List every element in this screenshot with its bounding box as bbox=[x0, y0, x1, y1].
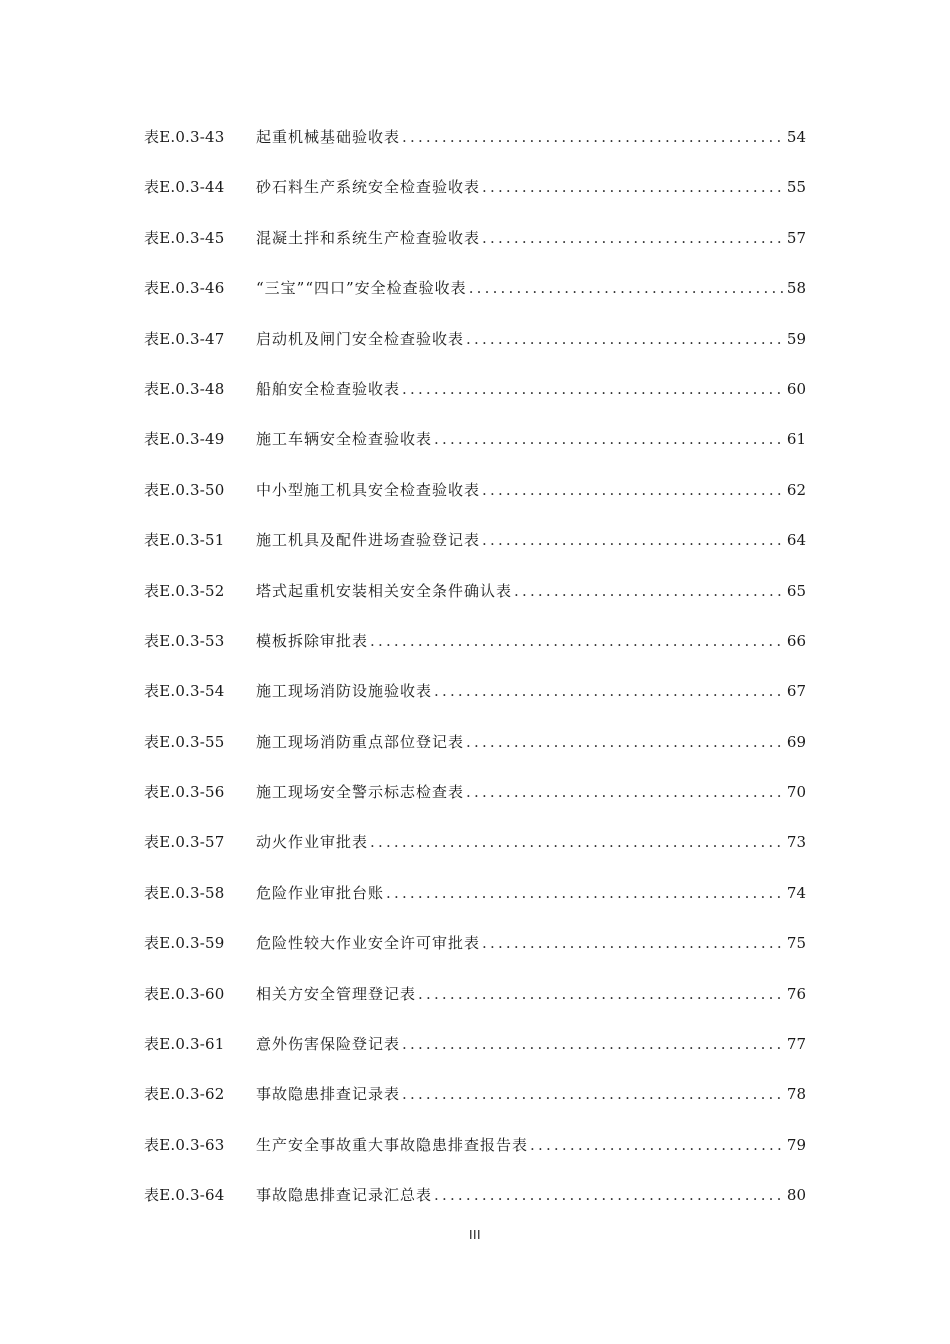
dot-leader bbox=[434, 426, 785, 452]
dot-leader bbox=[418, 981, 785, 1007]
toc-entry[interactable] bbox=[144, 628, 806, 678]
toc-entry-code: 表E.0.3-45 bbox=[144, 228, 225, 247]
toc-entry-page: 78 bbox=[786, 1085, 806, 1104]
toc-entry-page: 76 bbox=[786, 984, 806, 1003]
toc-entry-code: 表E.0.3-46 bbox=[144, 279, 225, 298]
toc-entry-page: 75 bbox=[786, 934, 806, 953]
toc-entry[interactable] bbox=[144, 225, 806, 275]
toc-entry[interactable] bbox=[144, 578, 806, 628]
toc-entry-code: 表E.0.3-43 bbox=[144, 128, 225, 146]
toc-entry[interactable] bbox=[144, 326, 806, 376]
toc-entry-title: 模板拆除审批表 bbox=[256, 631, 369, 650]
toc-entry[interactable] bbox=[144, 1182, 806, 1232]
toc-entry[interactable] bbox=[144, 1081, 806, 1131]
page-number: III bbox=[468, 1228, 482, 1242]
toc-entry[interactable] bbox=[144, 275, 806, 325]
toc-entry-code: 表E.0.3-44 bbox=[144, 178, 225, 197]
toc-entry[interactable] bbox=[144, 477, 806, 527]
toc-entry-code: 表E.0.3-55 bbox=[144, 732, 225, 751]
toc-entry-page: 64 bbox=[786, 531, 806, 550]
toc-entry-page: 60 bbox=[786, 379, 806, 398]
toc-entry-title: 混凝土拌和系统生产检查验收表 bbox=[256, 228, 481, 247]
dot-leader bbox=[482, 174, 785, 200]
dot-leader bbox=[514, 578, 785, 604]
toc-entry-code: 表E.0.3-59 bbox=[144, 934, 225, 953]
toc-entry-title: 启动机及闸门安全检查验收表 bbox=[256, 329, 465, 348]
toc-entry-code: 表E.0.3-64 bbox=[144, 1186, 225, 1205]
toc-entry-title: 砂石料生产系统安全检查验收表 bbox=[256, 178, 481, 197]
toc-entry-page: 66 bbox=[786, 631, 806, 650]
toc-entry-code: 表E.0.3-48 bbox=[144, 379, 225, 398]
toc-entry-code: 表E.0.3-62 bbox=[144, 1085, 225, 1104]
dot-leader bbox=[370, 829, 785, 855]
toc-entry-code: 表E.0.3-54 bbox=[144, 682, 225, 701]
toc-entry-code: 表E.0.3-53 bbox=[144, 631, 225, 650]
toc-entry[interactable] bbox=[144, 729, 806, 779]
toc-entry-title: 施工现场消防重点部位登记表 bbox=[256, 732, 465, 751]
toc-entry-page: 74 bbox=[786, 883, 806, 902]
toc-entry[interactable] bbox=[144, 1031, 806, 1081]
toc-entry[interactable] bbox=[144, 880, 806, 930]
toc-entry-title: 生产安全事故重大事故隐患排查报告表 bbox=[256, 1135, 529, 1154]
toc-entry-code: 表E.0.3-61 bbox=[144, 1035, 225, 1054]
toc-entry[interactable] bbox=[144, 930, 806, 980]
dot-leader bbox=[482, 930, 785, 956]
dot-leader bbox=[482, 527, 785, 553]
dot-leader bbox=[469, 275, 785, 301]
toc-entry-title: 施工现场消防设施验收表 bbox=[256, 682, 433, 701]
toc-entry[interactable] bbox=[144, 124, 806, 174]
toc-entry-page: 58 bbox=[786, 279, 806, 298]
toc-entry-code: 表E.0.3-63 bbox=[144, 1135, 225, 1154]
toc-entry-code: 表E.0.3-56 bbox=[144, 783, 225, 802]
toc-entry-title: 起重机械基础验收表 bbox=[256, 128, 401, 146]
toc-entry[interactable] bbox=[144, 678, 806, 728]
toc-entry-title: 意外伤害保险登记表 bbox=[256, 1035, 401, 1054]
toc-entry[interactable] bbox=[144, 829, 806, 879]
toc-entry-page: 73 bbox=[786, 833, 806, 852]
toc-entry-code: 表E.0.3-58 bbox=[144, 883, 225, 902]
toc-entry-page: 57 bbox=[786, 228, 806, 247]
dot-leader bbox=[402, 124, 785, 150]
toc-entry-code: 表E.0.3-60 bbox=[144, 984, 225, 1003]
toc-entry-page: 62 bbox=[786, 480, 806, 499]
toc-entry[interactable] bbox=[144, 174, 806, 224]
toc-entry-page: 67 bbox=[786, 682, 806, 701]
toc-entry[interactable] bbox=[144, 376, 806, 426]
toc-entry-code: 表E.0.3-50 bbox=[144, 480, 225, 499]
dot-leader bbox=[434, 1182, 785, 1208]
toc-entry-page: 77 bbox=[786, 1035, 806, 1054]
toc-entry-page: 70 bbox=[786, 783, 806, 802]
toc-entry-title: 施工现场安全警示标志检查表 bbox=[256, 783, 465, 802]
toc-entry[interactable] bbox=[144, 426, 806, 476]
dot-leader bbox=[370, 628, 785, 654]
table-of-contents bbox=[144, 124, 806, 1233]
dot-leader bbox=[466, 729, 785, 755]
dot-leader bbox=[402, 376, 785, 402]
toc-entry-title: 事故隐患排查记录表 bbox=[256, 1085, 401, 1104]
toc-entry[interactable] bbox=[144, 527, 806, 577]
dot-leader bbox=[434, 678, 785, 704]
dot-leader bbox=[482, 477, 785, 503]
dot-leader bbox=[466, 779, 785, 805]
toc-entry-title: 事故隐患排查记录汇总表 bbox=[256, 1186, 433, 1205]
toc-entry-page: 61 bbox=[786, 430, 806, 449]
toc-entry-title: 动火作业审批表 bbox=[256, 833, 369, 852]
toc-entry-page: 80 bbox=[786, 1186, 806, 1205]
dot-leader bbox=[466, 326, 785, 352]
toc-entry-title: 施工车辆安全检查验收表 bbox=[256, 430, 433, 449]
toc-entry-page: 65 bbox=[786, 581, 806, 600]
toc-entry-title: “三宝”“四口”安全检查验收表 bbox=[256, 279, 467, 298]
dot-leader bbox=[482, 225, 785, 251]
dot-leader bbox=[530, 1132, 785, 1158]
toc-entry[interactable] bbox=[144, 1132, 806, 1182]
toc-entry[interactable] bbox=[144, 981, 806, 1031]
toc-entry-code: 表E.0.3-57 bbox=[144, 833, 225, 852]
toc-entry-title: 危险作业审批台账 bbox=[256, 883, 385, 902]
toc-entry-code: 表E.0.3-51 bbox=[144, 531, 225, 550]
toc-entry-page: 54 bbox=[786, 128, 806, 146]
dot-leader bbox=[402, 1081, 785, 1107]
toc-entry-title: 施工机具及配件进场查验登记表 bbox=[256, 531, 481, 550]
toc-entry-page: 69 bbox=[786, 732, 806, 751]
toc-entry-code: 表E.0.3-52 bbox=[144, 581, 225, 600]
dot-leader bbox=[386, 880, 785, 906]
toc-entry-title: 相关方安全管理登记表 bbox=[256, 984, 417, 1003]
toc-entry-page: 55 bbox=[786, 178, 806, 197]
toc-entry-title: 中小型施工机具安全检查验收表 bbox=[256, 480, 481, 499]
dot-leader bbox=[402, 1031, 785, 1057]
toc-entry-page: 79 bbox=[786, 1135, 806, 1154]
toc-entry-title: 危险性较大作业安全许可审批表 bbox=[256, 934, 481, 953]
toc-entry-title: 船舶安全检查验收表 bbox=[256, 379, 401, 398]
toc-entry[interactable] bbox=[144, 779, 806, 829]
toc-entry-code: 表E.0.3-49 bbox=[144, 430, 225, 449]
toc-entry-page: 59 bbox=[786, 329, 806, 348]
toc-entry-title: 塔式起重机安装相关安全条件确认表 bbox=[256, 581, 513, 600]
toc-entry-code: 表E.0.3-47 bbox=[144, 329, 225, 348]
